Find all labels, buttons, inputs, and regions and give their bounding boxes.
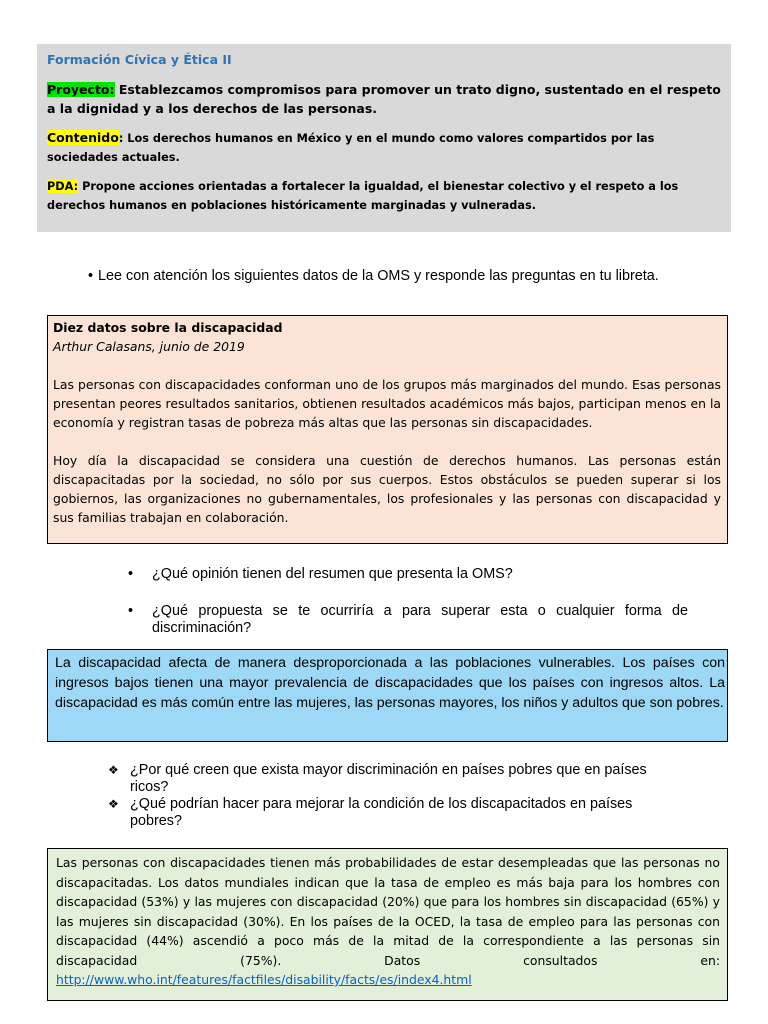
pda-text: Propone acciones orientadas a fortalecer la igualdad, el bienestar colectivo y el respeto a los derechos humanos en poblaciones históricamente marginadas y vulneradas. — [47, 180, 679, 212]
subject-title: Formación Cívica y Ética II — [47, 52, 232, 67]
list-item — [128, 603, 688, 637]
list-item — [108, 796, 678, 830]
oms-facts-box — [47, 315, 728, 544]
box-author: Arthur Calasans, junio de 2019 — [53, 339, 245, 354]
proyecto-label: Proyecto: — [47, 82, 115, 97]
question-list-2 — [108, 762, 678, 830]
contenido-text: : Los derechos humanos en México y en el mundo como valores compartidos por las sociedades actuales. — [47, 132, 655, 164]
box-title: Diez datos sobre la discapacidad — [53, 320, 283, 335]
bullet-icon: • — [128, 603, 134, 619]
list-item — [108, 762, 678, 796]
contenido-line — [47, 128, 721, 167]
box-paragraph: Las personas con discapacidades tienen más probabilidades de estar desempleadas que las personas no discapacitadas. Los datos mundiales indican que la tasa de empleo es más baja para los hombres con discapacidad (53%) y las mujeres con discapacidad (20%) que para los hombres sin discapacidad (65%) y las mujeres sin discapacidad (30%). En los países de la OCED, la tasa de empleo para las personas con discapacidad (44%) ascendió a poco más de la mitad de la correspondiente a las personas sin discapacidad (75%). Datos consultados en: — [56, 855, 720, 968]
intro-text: Lee con atención los siguientes datos de la OMS y responde las preguntas en tu libreta. — [98, 268, 659, 284]
question-text: ¿Qué opinión tienen del resumen que presenta la OMS? — [152, 566, 513, 582]
question-text: ¿Qué podrían hacer para mejorar la condición de los discapacitados en países pobres? — [130, 796, 633, 829]
pda-line — [47, 177, 721, 215]
employment-data-box — [47, 848, 728, 1001]
proyecto-line — [47, 80, 721, 118]
pda-label: PDA: — [47, 180, 79, 193]
source-link[interactable]: http://www.who.int/features/factfiles/disability/facts/es/index4.html — [56, 972, 472, 987]
bullet-icon: • — [88, 268, 94, 284]
list-item — [128, 566, 688, 583]
box-paragraph-2: Hoy día la discapacidad se considera una cuestión de derechos humanos. Las personas están discapacitadas por la sociedad, no sólo por sus cuerpos. Estos obstáculos se pueden superar si los gobiernos, las organizaciones no gubernamentales, los profesionales y las personas con discapacidad y sus familias trabajan en colaboración. — [53, 453, 721, 525]
question-text: ¿Qué propuesta se te ocurriría a para superar esta o cualquier forma de discriminación? — [152, 603, 688, 636]
intro-bullet — [88, 268, 668, 285]
vulnerable-populations-box — [47, 649, 728, 742]
box-paragraph: La discapacidad afecta de manera desproporcionada a las poblaciones vulnerables. Los países con ingresos bajos tienen una mayor prevalencia de discapacidades que los países con ingresos altos. La discapacidad es más común entre las mujeres, las personas mayores, los niños y adultos que son pobres. — [55, 655, 725, 711]
header-panel — [37, 44, 731, 232]
question-list-1 — [128, 566, 688, 637]
diamond-bullet-icon: ❖ — [108, 763, 119, 777]
diamond-bullet-icon: ❖ — [108, 797, 119, 811]
box-paragraph-1: Las personas con discapacidades conforman uno de los grupos más marginados del mundo. Esas personas presentan peores resultados sanitarios, obtienen resultados académicos más bajos, participan menos en la economía y registran tasas de pobreza más altas que las personas sin discapacidades. — [53, 377, 721, 430]
proyecto-text: Establezcamos compromisos para promover un trato digno, sustentado en el respeto a la dignidad y a los derechos de las personas. — [47, 82, 721, 116]
contenido-label: Contenido — [47, 130, 119, 145]
bullet-icon: • — [128, 566, 134, 582]
question-text: ¿Por qué creen que exista mayor discriminación en países pobres que en países ricos? — [130, 762, 647, 795]
